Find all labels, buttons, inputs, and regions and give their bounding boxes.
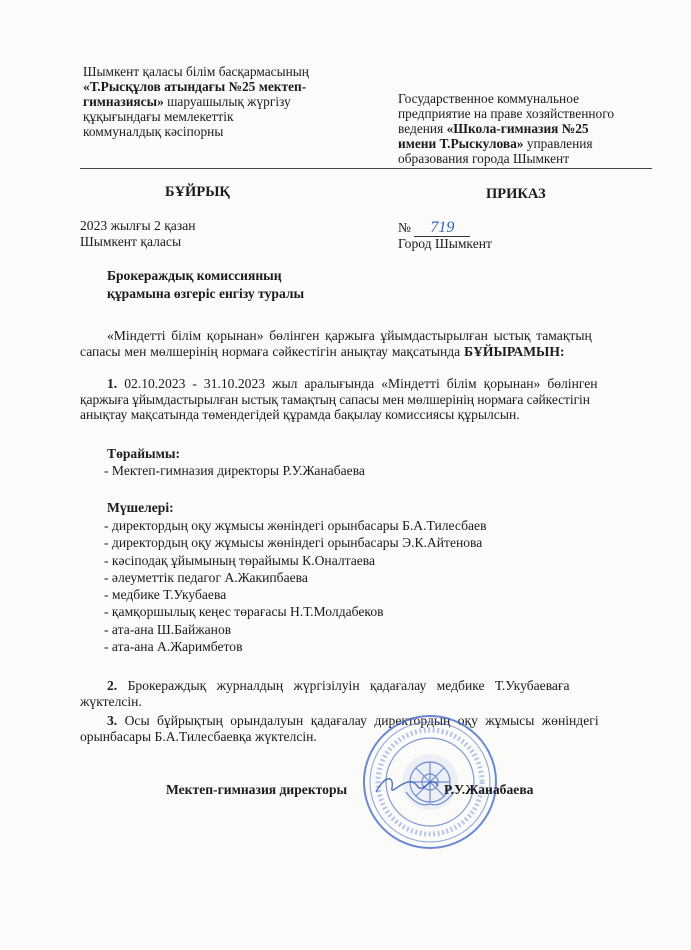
header-left-org (83, 64, 343, 139)
number-prefix: № (398, 220, 411, 235)
order-number (398, 220, 470, 237)
member-item: - ата-ана А.Жаримбетов (104, 639, 243, 655)
city-ru: Город Шымкент (398, 236, 492, 251)
item-number: 2. (107, 678, 118, 693)
member-item: - ата-ана Ш.Байжанов (104, 621, 232, 637)
signature-name: Р.У.Жанабаева (444, 782, 534, 797)
header-right-bold: «Школа-гимназия №25 (446, 121, 589, 136)
subject-line: Брокераждық комиссияның (107, 268, 282, 283)
members-title: Мүшелері: (107, 500, 174, 515)
order-number-handwritten: 719 (414, 220, 470, 237)
city-kz: Шымкент қаласы (80, 234, 182, 249)
intro-text: сапасы мен мөлшерінің нормаға сәйкестігін анықтау мақсатында (80, 343, 465, 359)
item-number: 3. (107, 713, 118, 728)
intro-paragraph (80, 328, 656, 359)
chair-name: - Мектеп-гимназия директоры Р.У.Жанабаева (104, 463, 365, 478)
header-left-text: шаруашылық жүргізу (163, 94, 291, 109)
member-item: - медбике Т.Укубаева (104, 587, 227, 603)
header-divider (80, 168, 652, 169)
header-right-org (398, 91, 648, 166)
signature-handwritten (372, 770, 442, 800)
signature-title: Мектеп-гимназия директоры (166, 782, 348, 797)
header-left-line: құқығындағы мемлекеттік (83, 109, 234, 124)
header-right-line (398, 136, 648, 151)
header-right-line (398, 121, 648, 136)
item-line: жүктелсін. (80, 693, 142, 709)
item-line (80, 678, 656, 694)
item-text: Осы бұйрықтың орындалуын қадағалау директордың оқу жұмысы жөніндегі (117, 713, 599, 728)
member-item: - әлеуметтік педагог А.Жакипбаева (104, 569, 308, 585)
intro-line (80, 344, 656, 360)
subject-line: құрамына өзгеріс енгізу туралы (107, 286, 305, 301)
header-left-line (83, 94, 343, 109)
header-right-line: Государственное коммунальное (398, 91, 580, 106)
intro-command: БҰЙЫРАМЫН: (464, 343, 565, 359)
header-right-line: предприятие на праве хозяйственного (398, 106, 615, 121)
header-left-line: «Т.Рысқұлов атындағы №25 мектеп- (83, 79, 307, 94)
item-1 (80, 376, 656, 423)
chair-title: Төрайымы: (107, 446, 181, 461)
item-2 (80, 678, 656, 709)
item-line: қаржыға ұйымдастырылған ыстық тамақтың сапасы мен мөлшерінің нормаға сәйкестігін (80, 391, 590, 407)
members-list (104, 517, 487, 655)
header-left-bold: гимназиясы» (83, 94, 164, 109)
member-item: - кәсіподақ ұйымының төрайымы К.Оналтаева (104, 552, 376, 568)
item-line: анықтау мақсатында төмендегідей құрамда бақылау комиссиясы құрылсын. (80, 407, 520, 423)
member-item: - директордың оқу жұмысы жөніндегі орынбасары Э.К.Айтенова (104, 535, 483, 551)
item-number: 1. (107, 376, 118, 391)
item-line (80, 376, 656, 392)
member-item: - қамқоршылық кеңес төрағасы Н.Т.Молдабеков (104, 604, 384, 620)
header-right-text: управления (523, 136, 593, 151)
item-text: Брокераждық журналдың жүргізілуін қадағалау медбике Т.Укубаеваға (117, 678, 570, 693)
header-left-line: Шымкент қаласы білім басқармасының (83, 64, 309, 79)
header-right-text: ведения (398, 121, 447, 136)
header-left-line: коммуналдық кәсіпорны (83, 124, 224, 139)
intro-line: «Міндетті білім қорынан» бөлінген қаржыға ұйымдастырылған ыстық тамақтың (107, 328, 592, 343)
header-right-bold: имени Т.Рыскулова» (398, 136, 524, 151)
header-right-line: образования города Шымкент (398, 151, 570, 166)
order-title-ru: ПРИКАЗ (486, 186, 546, 202)
order-title-kz: БҰЙРЫҚ (165, 184, 230, 200)
order-date: 2023 жылғы 2 қазан (80, 218, 196, 233)
item-line: орынбасары Б.А.Тилесбаевқа жүктелсін. (80, 728, 317, 744)
member-item: - директордың оқу жұмысы жөніндегі орынбасары Б.А.Тилесбаев (104, 518, 487, 533)
item-text: 02.10.2023 - 31.10.2023 жыл аралығында «Міндетті білім қорынан» бөлінген (117, 376, 598, 391)
